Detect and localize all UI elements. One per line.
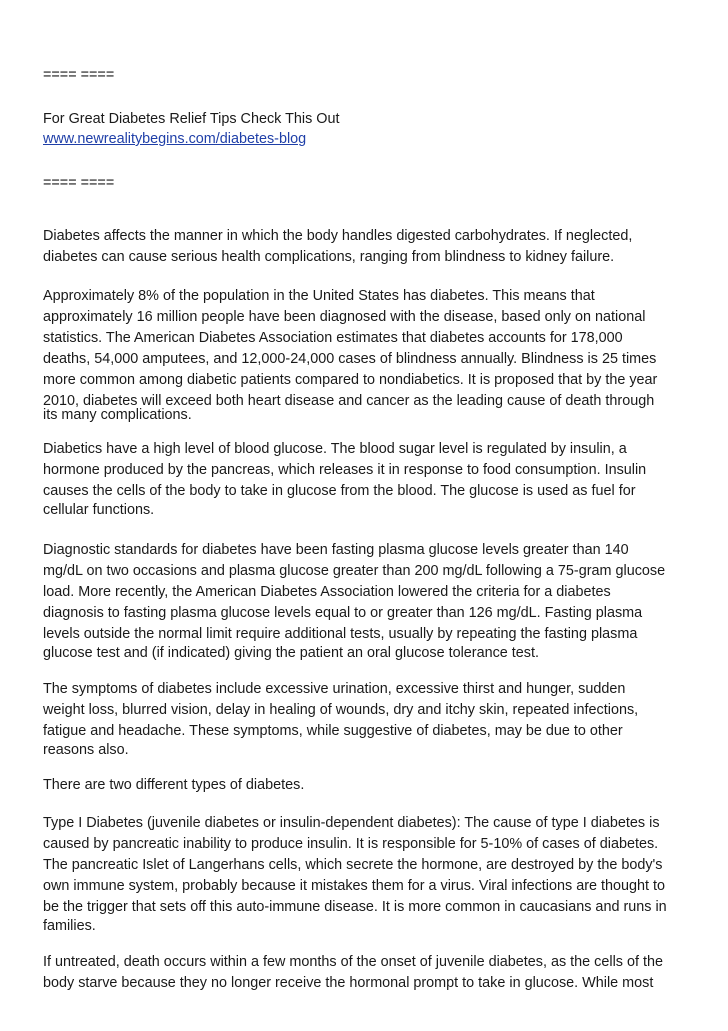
separator-top: ==== ==== — [43, 67, 115, 83]
promo-link[interactable]: www.newrealitybegins.com/diabetes-blog — [43, 131, 307, 147]
paragraph-line: reasons also. — [43, 742, 129, 758]
paragraph-line: Type I Diabetes (juvenile diabetes or insulin-dependent diabetes): The cause of type I diabetes is — [43, 815, 660, 831]
paragraph-line: If untreated, death occurs within a few months of the onset of juvenile diabetes, as the cells of the — [43, 954, 663, 970]
paragraph-line: levels outside the normal limit require additional tests, usually by repeating the fasting plasma — [43, 626, 638, 642]
paragraph-line: causes the cells of the body to take in glucose from the blood. The glucose is used as fuel for — [43, 483, 636, 499]
paragraph-line: statistics. The American Diabetes Association estimates that diabetes accounts for 178,000 — [43, 330, 623, 346]
paragraph-line: load. More recently, the American Diabetes Association lowered the criteria for a diabetes — [43, 584, 611, 600]
paragraph-line: glucose test and (if indicated) giving the patient an oral glucose tolerance test. — [43, 645, 539, 661]
paragraph-line: Diabetics have a high level of blood glucose. The blood sugar level is regulated by insulin, a — [43, 441, 627, 457]
promo-text: For Great Diabetes Relief Tips Check This Out — [43, 111, 340, 127]
paragraph-line: Approximately 8% of the population in the United States has diabetes. This means that — [43, 288, 595, 304]
paragraph-line: There are two different types of diabetes. — [43, 777, 305, 793]
paragraph-line: deaths, 54,000 amputees, and 12,000-24,000 cases of blindness annually. Blindness is 25 times — [43, 351, 657, 367]
paragraph-line: more common among diabetic patients compared to nondiabetics. It is proposed that by the year — [43, 372, 658, 388]
paragraph-line: its many complications. — [43, 407, 192, 423]
paragraph-line: cellular functions. — [43, 502, 155, 518]
paragraph-line: mg/dL on two occasions and plasma glucose greater than 200 mg/dL following a 75-gram glucose — [43, 563, 666, 579]
paragraph-line: Diabetes affects the manner in which the body handles digested carbohydrates. If neglected, — [43, 228, 633, 244]
paragraph-line: The pancreatic Islet of Langerhans cells, which secrete the hormone, are destroyed by the body's — [43, 857, 663, 873]
paragraph-line: weight loss, blurred vision, delay in healing of wounds, dry and itchy skin, repeated infections, — [43, 702, 639, 718]
separator-bottom: ==== ==== — [43, 175, 115, 191]
paragraph-line: own immune system, probably because it mistakes them for a virus. Viral infections are thought to — [43, 878, 666, 894]
paragraph-line: fatigue and headache. These symptoms, while suggestive of diabetes, may be due to other — [43, 723, 623, 739]
paragraph-line: Diagnostic standards for diabetes have been fasting plasma glucose levels greater than 140 — [43, 542, 629, 558]
paragraph-line: 2010, diabetes will exceed both heart disease and cancer as the leading cause of death through — [43, 393, 655, 409]
paragraph-line: approximately 16 million people have been diagnosed with the disease, based only on national — [43, 309, 646, 325]
paragraph-line: diabetes can cause serious health complications, ranging from blindness to kidney failure. — [43, 249, 615, 265]
paragraph-line: body starve because they no longer receive the hormonal prompt to take in glucose. While most — [43, 975, 654, 991]
paragraph-line: be the trigger that sets off this auto-immune disease. It is more common in caucasians and runs in — [43, 899, 667, 915]
paragraph-line: The symptoms of diabetes include excessive urination, excessive thirst and hunger, sudden — [43, 681, 626, 697]
paragraph-line: families. — [43, 918, 96, 934]
paragraph-line: diagnosis to fasting plasma glucose levels equal to or greater than 126 mg/dL. Fasting plasma — [43, 605, 643, 621]
paragraph-line: hormone produced by the pancreas, which releases it in response to food consumption. Insulin — [43, 462, 647, 478]
paragraph-line: caused by pancreatic inability to produce insulin. It is responsible for 5-10% of cases of diabetes. — [43, 836, 659, 852]
